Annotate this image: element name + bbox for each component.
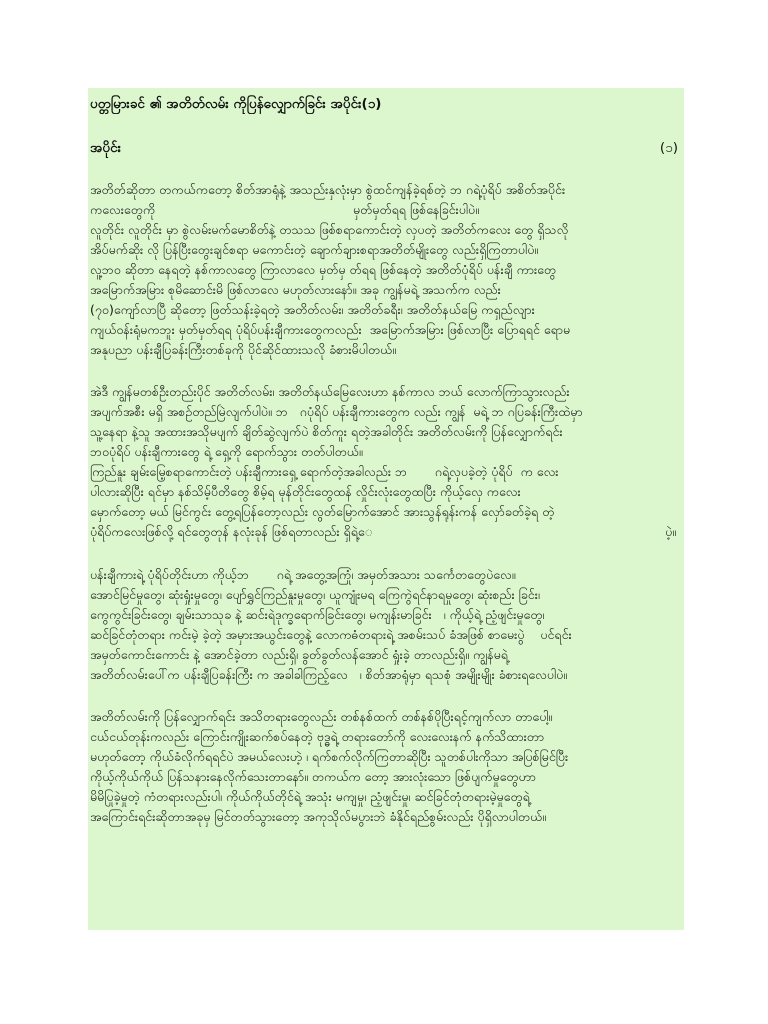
paragraph-4 — [90, 707, 682, 827]
paragraph-line: ကြည်နူး ချမ်းမြေ့စရာကောင်းတဲ့ ပန်းချီကားရှေ့ ရောက်တဲ့အခါလည်း ဘ ဂရဲ့လှပခဲ့တဲ့ ပုံရိပ် က လေး — [90, 464, 559, 479]
section-number: (၁) — [659, 140, 678, 156]
paragraph-line: ငယ်ငယ်တုန်းကလည်း ကြောင်းကျိုးဆက်စပ်နေတဲ့ ဗုဒ္ဓရဲ့ တရားတော်ကို လေးလေးနက် နက်သိထားတာ — [90, 729, 545, 744]
paragraph-line: ကိုယ့်ကိုယ်ကိုယ် ပြန်သနားနေလိုက်သေးတာနော်။ တကယ်က တော့ အားလုံးသော ဖြစ်ပျက်မှုတွေဟာ — [90, 769, 536, 784]
paragraph-line: မဟုတ်တော့ ကိုယ်ခံလိုက်ရရင်ပဲ အမယ်လေးဟဲ့ ၊ ရက်စက်လိုက်ကြတာဆိုပြီး သူတစ်ပါးကိုသာ အပြစ်မြင်ပြီး — [90, 749, 569, 764]
paragraph-line: ကွေကွင်းခြင်းတွေ၊ ချမ်းသာသုခ နဲ့ ဆင်းရဲဒုက္ခရောက်ခြင်းတွေ၊ မကျန်းမာခြင်း ၊ ကိုယ့်ရဲ့ ညံ့ဖျင်းမှုတွေ၊ — [90, 607, 545, 622]
paragraph-line: အောင်မြင်မှုတွေ၊ ဆုံးရှုံးမှုတွေ၊ ပျော်ရွှင်ကြည်နူးမှုတွေ၊ ယူကျုံးမရ ကြေကွဲရင်နာရမှုတွေ၊ ဆုံးစည်း ခြင်း၊ — [90, 587, 540, 602]
line-text: ကလေးတွေကို — [90, 202, 156, 217]
document-page — [88, 88, 684, 930]
line-tail-text: ပဲ့။ — [665, 524, 676, 539]
paragraph-line: ဘဝပုံရိပ် ပန်းချီကားတွေ ရဲ့ ရှေ့ကို ရောက်သွား တတ်ပါတယ်။ — [90, 444, 363, 459]
paragraph-line: အတိတ်လမ်းကို ပြန်လျှောက်ရင်း အသိတရားတွေလည်း တစ်နစ်ထက် တစ်နစ်ပိုပြီးရင့်ကျက်လာ တာပေါ့။ — [90, 709, 553, 724]
paragraph-2 — [90, 382, 682, 542]
paragraph-line: အကြောင်းရင်းဆိုတာအခုမှ မြင်တတ်သွားတော့ အကုသိုလ်မပွားဘဲ ခံနိုင်ရည်စွမ်းလည်း ပိုရှိလာပါတယ်။ — [90, 809, 546, 824]
section-label: အပိုင်း — [90, 140, 122, 156]
paragraph-line — [90, 200, 682, 220]
paragraph-line: အတိတ်ဆိုတာ တကယ်ကတော့ စိတ်အာရုံနဲ့ အသည်းနှလုံးမှာ စွဲထင်ကျန်ခဲ့ရစ်တဲ့ ဘ ဂရဲ့ပုံရိပ် အစိတ်အပိုင်း — [90, 182, 566, 197]
paragraph-line: လူ့ဘဝ ဆိုတာ နေရတဲ့ နစ်ကာလတွေ ကြာလာလေ မှတ်မှ တ်ရရ ဖြစ်နေတဲ့ အတိတ်ပုံရိပ် ပန်းချီ ကားတွေ — [90, 262, 557, 277]
paragraph-line: မှောက်တော့ မယ် မြင်ကွင်း တွေ့ရပြန်တော့လည်း လွတ်မြောက်အောင် အားသွန်ရုန်းကန် လှော်ခတ်ခဲ့ရ တဲ့ — [90, 504, 555, 519]
paragraph-line: ပါလားဆိုပြီး ရင်မှာ နစ်သိမ့်ပီတိတွေ စိမ့်ရ မုန်တိုင်းတွေထန် လှိုင်းလုံးတွေထပြီး ကိုယ့်လှေ ကလေး — [90, 484, 521, 499]
paragraph-line: ကျယ်ဝန်းရုံမကဘူး မှတ်မှတ်ရရ ပုံရိပ်ပန်းချီကားတွေကလည်း အမြောက်အမြား ဖြစ်လာပြီး ပြောရရင် ရောမ — [90, 322, 571, 337]
paragraph-line: အတိတ်လမ်းပေါ်က ပန်းချီပြခန်းကြီး က အခါခါကြည့်လေ ၊ စိတ်အာရုံမှာ ရသစုံ အမျိုးမျိုး ခံစားရလေပါပဲ။ — [90, 667, 568, 682]
paragraph-line: အမှတ်ကောင်းကောင်း နဲ့ အောင်ခဲ့တာ လည်းရှိ၊ ခွတ်ခွတ်လန်အောင် ရှုံးခဲ့ တာလည်းရှိ။ ကျွန်မရဲ့ — [90, 647, 508, 662]
document-title: ပတ္တမြားခင် ၏ အတိတ်လမ်း ကိုပြန်လျှောက်ခြင်း အပိုင်း(၁) — [90, 96, 382, 112]
paragraph-3 — [90, 565, 682, 685]
paragraph-line: မိမိပြုခဲ့မှုတဲ့ ကံတရားလည်းပါ၊ ကိုယ်ကိုယ်တိုင်ရဲ့ အသုံး မကျမှု၊ ညံ့ဖျင်းမှု၊ ဆင်ခြင်တုံတရားမဲ့မှုတွေရဲ့ — [90, 789, 530, 804]
paragraph-line: လူတိုင်း လူတိုင်း မှာ စွဲလမ်းမက်မောစိတ်နဲ့ တသသ ဖြစ်စရာကောင်းတဲ့ လှပတဲ့ အတိတ်ကလေး တွေ ရှိသလို — [90, 222, 569, 237]
document-title-block — [90, 94, 682, 114]
paragraph-line: (၇၀)ကျော်လာပြီ ဆိုတော့ ဖြတ်သန်းခဲ့ရတဲ့ အတိတ်လမ်း၊ အတိတ်ခရီး၊ အတိတ်နယ်မြေ ကရှည်လျား — [90, 302, 535, 317]
section-heading — [90, 138, 682, 158]
paragraph-line: အမြောက်အမြား စုမိဆောင်းမိ ဖြစ်လာလေ မဟုတ်လားနော်။ အခု ကျွန်မရဲ့ အသက်က လည်း — [90, 282, 501, 297]
paragraph-line: အပျက်အစီး မရှိ အစဉ်တည်မြဲလျက်ပါပဲ။ ဘ ဂပုံရိပ် ပန်းချီကားတွေက လည်း ကျွန် မရဲ့ ဘ ဂပြခန်းကြီးထဲမှာ — [90, 404, 583, 419]
paragraph-line: သူ့နေရာ နဲ့သူ အထားအသိုမပျက် ချိတ်ဆွဲလျက်ပဲ စိတ်ကူး ရတဲ့အခါတိုင်း အတိတ်လမ်းကို ပြန်လျှောက်ရင်း — [90, 424, 563, 439]
paragraph-line: ပန်းချီကားရဲ့ ပုံရိပ်တိုင်းဟာ ကိုယ့်ဘ ဂရဲ့ အတွေ့အကြုံ၊ အမှတ်အသား သင်္ကေတတွေပဲလေ။ — [90, 567, 516, 582]
paragraph-line: ဆင်ခြင်တုံတရား ကင်းမဲ့ ခဲ့တဲ့ အမှားအယွင်းတွေနဲ့ လောကဓံတရားရဲ့ အစမ်းသပ် ခံအဖြစ် စာမေးပွဲ ပင်ရင်း — [90, 627, 572, 642]
paragraph-line: အိပ်မက်ဆိုး လို ပြန်ပြီးတွေးချင်စရာ မကောင်းတဲ့ ချောက်ချားစရာအတိတ်မျိုးတွေ လည်းရှိကြတာပါပဲ။ — [90, 242, 539, 257]
paragraph-line: အနုပညာ ပန်းချီပြခန်းကြီးတစ်ခုကို ပိုင်ဆိုင်ထားသလို ခံစားမိပါတယ်။ — [90, 342, 397, 357]
section-heading-row — [90, 138, 682, 158]
paragraph-line — [90, 522, 682, 542]
paragraph-1 — [90, 180, 682, 360]
paragraph-line: အဲဒီ ကျွန်မတစ်ဦးတည်းပိုင် အတိတ်လမ်း၊ အတိတ်နယ်မြေလေးဟာ နစ်ကာလ ဘယ် လောက်ကြာသွားလည်း — [90, 384, 570, 399]
line-text: ပုံရိပ်ကလေးဖြစ်လို့ ရင်တွေတုန် နလုံးခုန် ဖြစ်ရတာလည်း ရှိရဲ့ေ — [90, 524, 373, 539]
line-tail-text: မှတ်မှတ်ရရ ဖြစ်နေခြင်းပါပဲ။ — [353, 202, 479, 217]
